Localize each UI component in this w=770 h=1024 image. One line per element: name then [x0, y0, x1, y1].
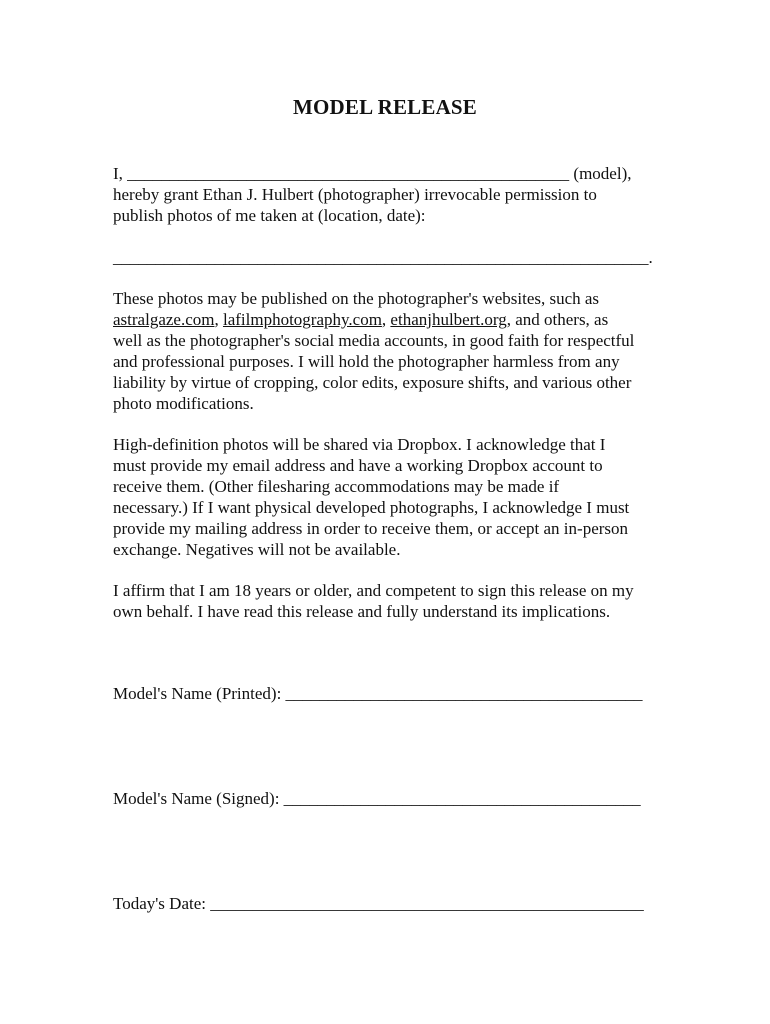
delivery-text-line: provide my mailing address in order to receive them, or accept an in-person	[113, 519, 629, 538]
delivery-text-line: necessary.) If I want physical developed photographs, I acknowledge I must	[113, 498, 630, 517]
publishing-text-tail: , and others, as	[506, 310, 609, 329]
delivery-text-line: must provide my email address and have a working Dropbox account to	[113, 456, 603, 475]
intro-paragraph	[113, 163, 661, 226]
affirmation-text-line: own behalf. I have read this release and fully understand its implications.	[113, 602, 611, 621]
delivery-text-line: High-definition photos will be shared via Dropbox. I acknowledge that I	[113, 435, 606, 454]
publishing-paragraph	[113, 288, 661, 414]
affirmation-text-line: I affirm that I am 18 years or older, and competent to sign this release on my	[113, 581, 634, 600]
document-title: MODEL RELEASE	[292, 95, 478, 119]
link-ethanjhulbert[interactable]: ethanjhulbert.org	[390, 310, 507, 329]
signed-name-field[interactable]: Model's Name (Signed): __________________________________________	[113, 789, 641, 808]
intro-text-line: publish photos of me taken at (location, date):	[113, 206, 426, 225]
link-lafilmphotography[interactable]: lafilmphotography.com	[222, 310, 382, 329]
website-links-line	[113, 309, 661, 330]
publishing-text-line: liability by virtue of cropping, color edits, exposure shifts, and various other	[113, 373, 632, 392]
model-name-line[interactable]: I, ____________________________________________________ (model),	[113, 164, 632, 183]
delivery-text-line: receive them. (Other filesharing accommodations may be made if	[113, 477, 560, 496]
location-date-field[interactable]: _______________________________________________________________.	[113, 248, 653, 267]
date-field[interactable]: Today's Date: ___________________________________________________	[113, 894, 644, 913]
affirmation-paragraph	[113, 580, 661, 622]
link-separator: ,	[381, 310, 391, 329]
delivery-text-line: exchange. Negatives will not be available.	[113, 540, 401, 559]
printed-name-field[interactable]: Model's Name (Printed): __________________________________________	[113, 684, 643, 703]
intro-text-line: hereby grant Ethan J. Hulbert (photographer) irrevocable permission to	[113, 185, 597, 204]
publishing-text-line: well as the photographer's social media accounts, in good faith for respectful	[113, 331, 635, 350]
publishing-text-line: photo modifications.	[113, 394, 254, 413]
publishing-text-line: These photos may be published on the photographer's websites, such as	[113, 289, 600, 308]
link-astralgaze[interactable]: astralgaze.com	[113, 310, 215, 329]
publishing-text-line: and professional purposes. I will hold the photographer harmless from any	[113, 352, 620, 371]
link-separator: ,	[214, 310, 223, 329]
delivery-paragraph	[113, 434, 661, 560]
